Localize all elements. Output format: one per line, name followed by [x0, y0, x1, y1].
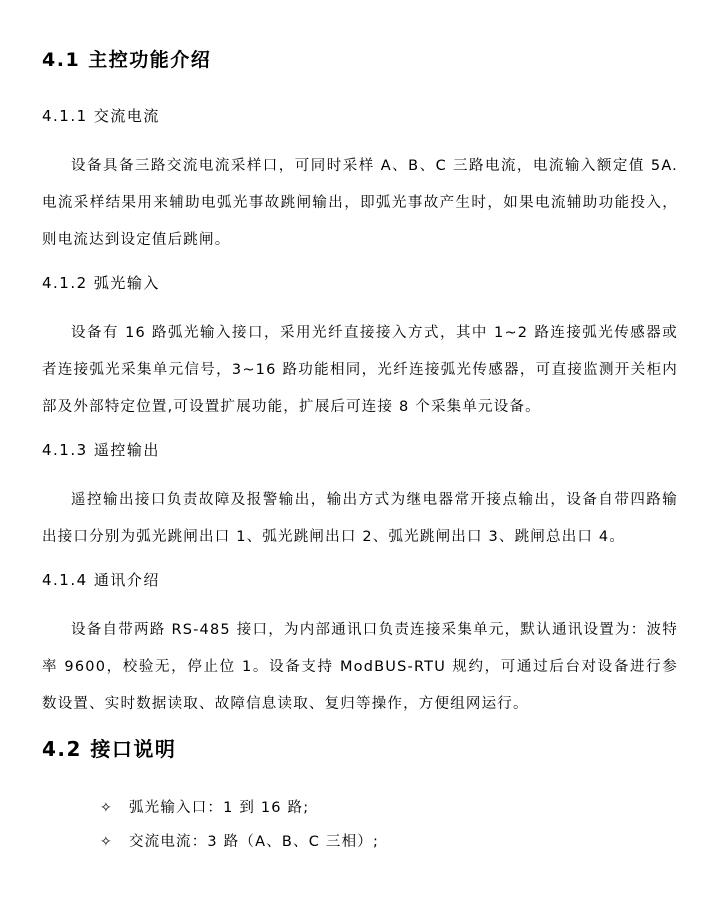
list-item-text: 交流电流：3 路（A、B、C 三相）;	[128, 834, 380, 850]
four-pointed-star-bullet-icon: ✧	[100, 834, 113, 850]
list-item	[100, 825, 678, 859]
four-pointed-star-bullet-icon: ✧	[100, 800, 113, 816]
list-item-text: 弧光输入口：1 到 16 路;	[128, 800, 310, 816]
subsection-heading-4-1-3: 4.1.3 遥控输出	[42, 441, 160, 459]
paragraph-ac-current: 设备具备三路交流电流采样口，可同时采样 A、B、C 三路电流，电流输入额定值 5A.电流采样结果用来辅助电弧光事故跳闸输出，即弧光事故产生时，如果电流辅助功能投入，则电流达到设定值后跳闸。	[42, 158, 678, 248]
subsection-heading-4-1-2: 4.1.2 弧光输入	[42, 274, 160, 292]
subsection-heading-4-1-1: 4.1.1 交流电流	[42, 107, 160, 125]
list-item	[100, 791, 678, 825]
subsection-heading-4-1-4: 4.1.4 通讯介绍	[42, 571, 160, 589]
section-heading-4-1: 4.1 主控功能介绍	[42, 49, 212, 71]
section-heading-4-2: 4.2 接口说明	[42, 737, 177, 761]
paragraph-communication: 设备自带两路 RS-485 接口，为内部通讯口负责连接采集单元，默认通讯设置为：波特率 9600，校验无，停止位 1。设备支持 ModBUS-RTU 规约，可通过后台对设备进行参数设置、实时数据读取、故障信息读取、复归等操作，方便组网运行。	[42, 622, 678, 712]
paragraph-remote-output: 遥控输出接口负责故障及报警输出，输出方式为继电器常开接点输出，设备自带四路输出接口分别为弧光跳闸出口 1、弧光跳闸出口 2、弧光跳闸出口 3、跳闸总出口 4。	[42, 492, 678, 545]
interface-list	[42, 791, 678, 859]
paragraph-arc-input: 设备有 16 路弧光输入接口，采用光纤直接接入方式，其中 1~2 路连接弧光传感器或者连接弧光采集单元信号，3~16 路功能相同，光纤连接弧光传感器，可直接监测开关柜内部及外部特定位置,可设置扩展功能，扩展后可连接 8 个采集单元设备。	[42, 325, 678, 415]
